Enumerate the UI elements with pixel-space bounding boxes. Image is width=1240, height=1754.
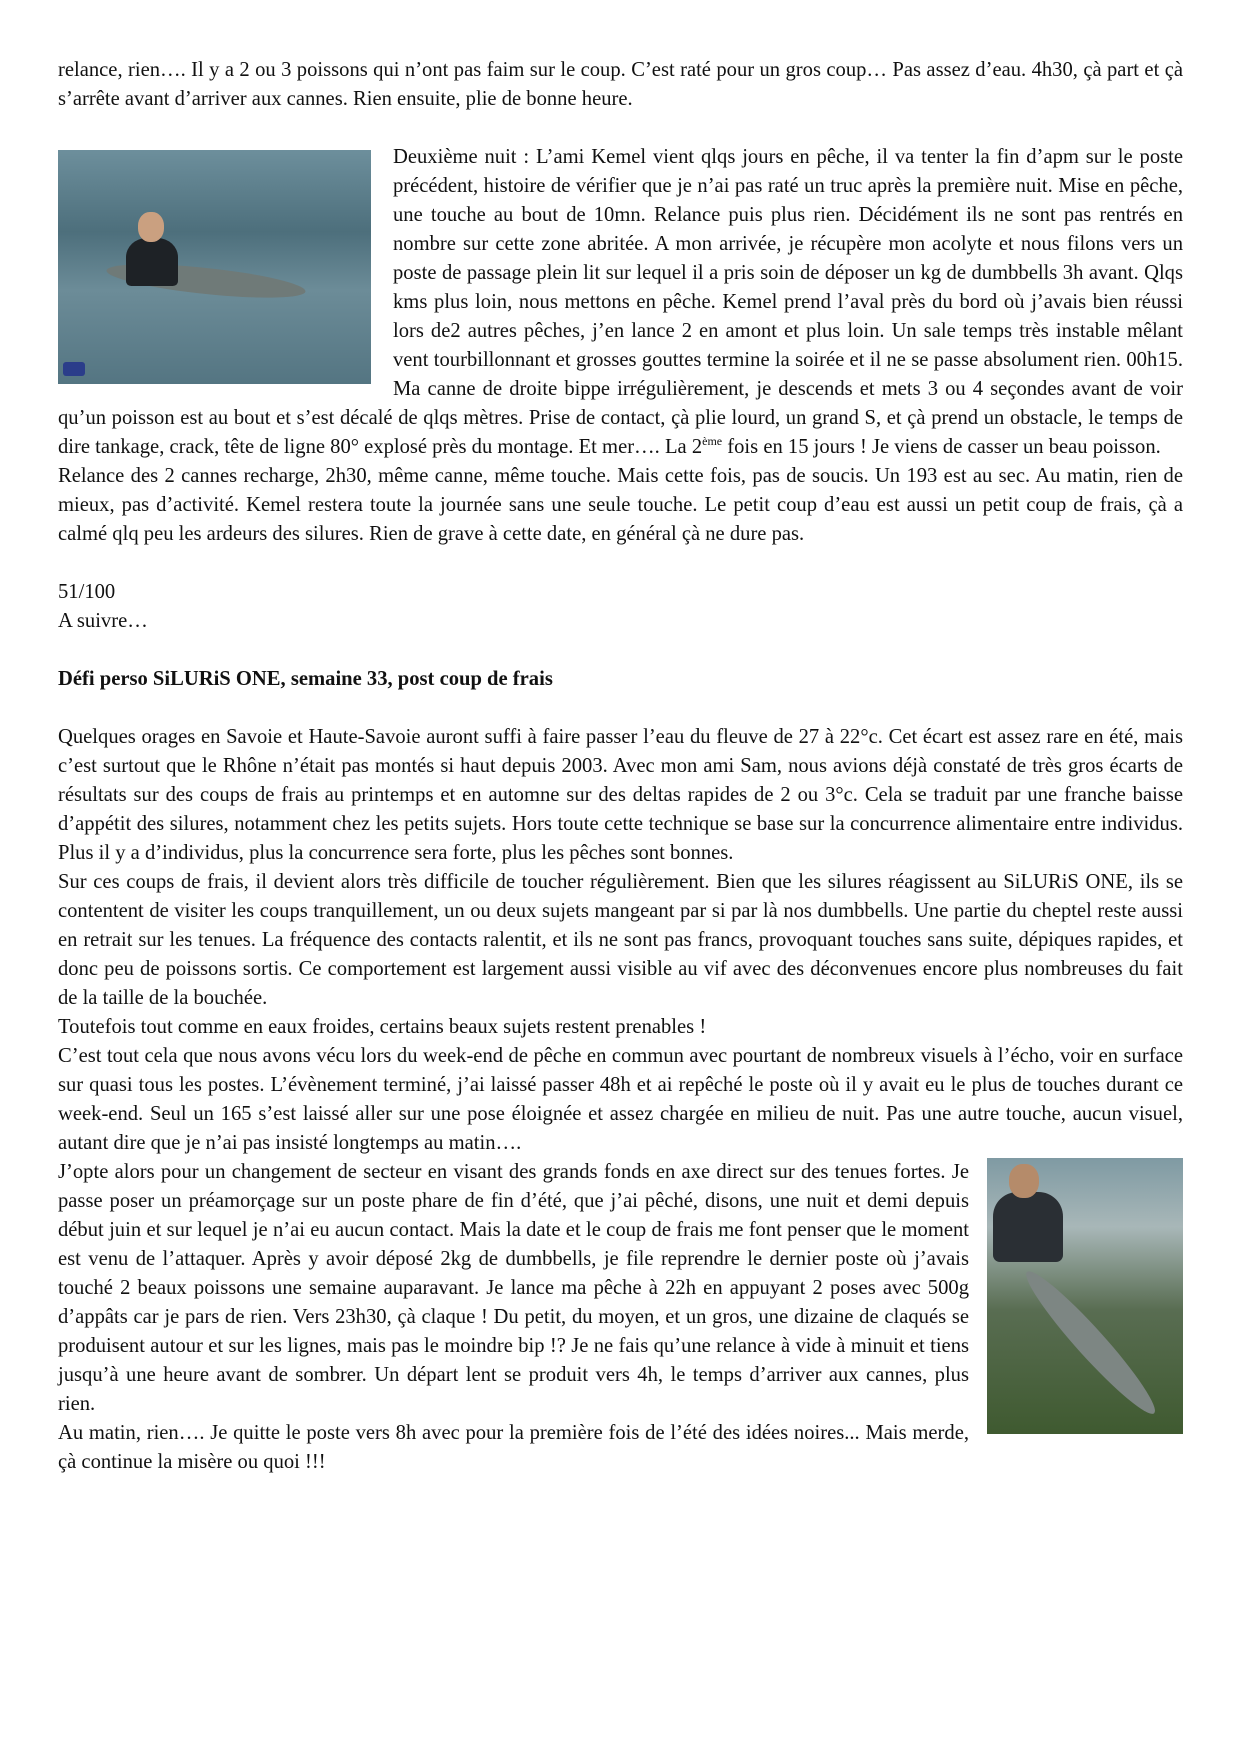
continued-note: A suivre… — [58, 610, 148, 632]
photo-logo-mark — [63, 362, 85, 376]
night2-paragraph-2: Relance des 2 cannes recharge, 2h30, même canne, même touche. Mais cette fois, pas de soucis. Un 193 est au sec. Au matin, rien de mieux, pas d’activité. Kemel restera toute la journée sans une seule touche. Le petit coup d’eau est aussi un petit coup de frais, çà a calmé qlq peu les ardeurs des silures. Rien de grave à cette date, en général çà ne dure pas. — [58, 465, 1183, 545]
section-heading: Défi perso SiLURiS ONE, semaine 33, post coup de frais — [58, 668, 553, 690]
angler-body-shape — [126, 238, 178, 286]
section-paragraph-6: Au matin, rien…. Je quitte le poste vers 8h avec pour la première fois de l’été des idées noires... Mais merde, çà continue la misère ou quoi !!! — [58, 1422, 969, 1473]
section-paragraph-3: Toutefois tout comme en eaux froides, certains beaux sujets restent prenables ! — [58, 1016, 707, 1038]
ordinal-superscript: ème — [702, 434, 723, 448]
spacer — [58, 636, 1183, 665]
spacer — [58, 694, 1183, 723]
spacer — [58, 549, 1183, 578]
night2-text-end: fois en 15 jours ! Je viens de casser un beau poisson. — [722, 436, 1161, 458]
angler-body-shape — [993, 1192, 1063, 1262]
section-paragraph-1: Quelques orages en Savoie et Haute-Savoie auront suffi à faire passer l’eau du fleuve de 27 à 22°c. Cet écart est assez rare en été, mais c’est surtout que le Rhône n’était pas montés si haut depuis 2003. Avec mon ami Sam, nous avions déjà constaté de très gros écarts de résultats sur des coups de frais au printemps et en automne sur des deltas rapides de 2 ou 3°c. Cela se traduit par une franche baisse d’appétit des silures, notamment chez les petits sujets. Hors toute cette technique se base sur la concurrence alimentaire entre individus. Plus il y a d’individus, plus la concurrence sera forte, plus les pêches sont bonnes. — [58, 726, 1183, 864]
catfish-shape — [1017, 1263, 1165, 1423]
section-paragraph-4: C’est tout cela que nous avons vécu lors du week-end de pêche en commun avec pourtant de nombreux visuels à l’écho, voir en surface sur quasi tous les postes. L’évènement terminé, j’ai laissé passer 48h et ai repêché le poste où il y avait eu le plus de touches durant ce week-end. Seul un 165 s’est laissé aller sur une pose éloignée et assez chargée en milieu de nuit. Pas une autre touche, aucun visuel, autant dire que je n’ai pas insisté longtemps au matin…. — [58, 1045, 1183, 1154]
catfish-photo-bank — [987, 1158, 1183, 1434]
angler-head-shape — [1009, 1164, 1039, 1198]
spacer — [58, 114, 1183, 143]
tally-count: 51/100 — [58, 581, 116, 603]
night2-text: Deuxième nuit : L’ami Kemel vient qlqs jours en pêche, il va tenter la fin d’apm sur le poste précédent, histoire de vérifier que je n’ai pas raté un truc après la première nuit. Mise en pêche, une touche au bout de 10mn. Relance puis plus rien. Décidément ils ne sont pas rentrés en nombre sur cette zone abritée. A mon arrivée, je récupère mon acolyte et nous filons vers un poste de passage plein lit sur lequel il a pris soin de déposer un kg de dumbbells 3h avant. Qlqs kms plus loin, nous mettons en pêche. Kemel prend l’aval près du bord où j’avais bien réussi lors de2 autres pêches, j’en lance 2 en amont et plus loin. Un sale temps très instable mêlant vent tourbillonnant et grosses gouttes termine la soirée et il ne se passe absolument rien. 00h15. Ma canne de droite bippe irrégulièrement, je descends et mets 3 ou 4 seçondes avant de voir qu’un poisson est au bout et s’est décalé de qlqs mètres. Prise de contact, çà plie lourd, un grand S, et çà prend un obstacle, le temps de dire tankage, crack, tête de ligne 80° explosé près du montage. Et mer…. La 2 — [58, 146, 1183, 458]
intro-paragraph: relance, rien…. Il y a 2 ou 3 poissons qui n’ont pas faim sur le coup. C’est raté pour un gros coup… Pas assez d’eau. 4h30, çà part et çà s’arrête avant d’arriver aux cannes. Rien ensuite, plie de bonne heure. — [58, 59, 1183, 110]
angler-head-shape — [138, 212, 164, 242]
catfish-photo-water — [58, 150, 371, 384]
section-paragraph-2: Sur ces coups de frais, il devient alors très difficile de toucher régulièrement. Bien que les silures réagissent au SiLURiS ONE, ils se contentent de visiter les coups tranquillement, un ou deux sujets mangeant par si par là nos dumbbells. Une partie du cheptel reste aussi en retrait sur les tenues. La fréquence des contacts ralentit, et ils ne sont pas francs, provoquant touches sans suite, dépiques rapides, et donc peu de poissons sortis. Ce comportement est largement aussi visible au vif avec des déconvenues encore plus nombreuses du fait de la taille de la bouchée. — [58, 871, 1183, 1009]
section-paragraph-5: J’opte alors pour un changement de secteur en visant des grands fonds en axe direct sur des tenues fortes. Je passe poser un préamorçage sur un poste phare de fin d’été, que j’ai pêché, disons, une nuit et demi depuis début juin et sur lequel je n’ai eu aucun contact. Mais la date et le coup de frais me font penser que le moment est venu de l’attaquer. Après y avoir déposé 2kg de dumbbells, je file reprendre le dernier poste où j’avais touché 2 beaux poissons une semaine auparavant. Je lance ma pêche à 22h en appuyant 2 poses avec 500g d’appâts car je pars de rien. Vers 23h30, çà claque ! Du petit, du moyen, et un gros, une dizaine de claqués se produisent autour et sur les lignes, mais pas le moindre bip !? Je ne fais qu’une relance à vide à minuit et tiens jusqu’à une heure avant de sombrer. Un départ lent se produit vers 4h, le temps d’arriver aux cannes, plus rien. — [58, 1161, 969, 1415]
